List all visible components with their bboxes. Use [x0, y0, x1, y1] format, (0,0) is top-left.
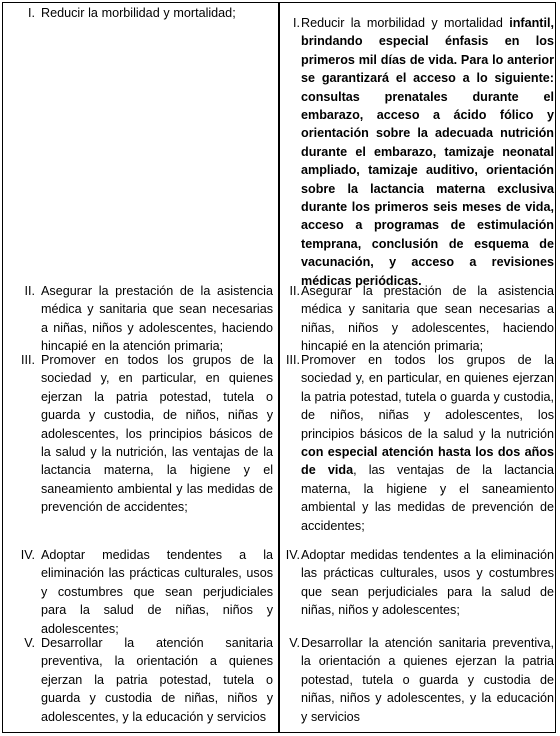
item-number: IV. — [285, 548, 300, 562]
item-number: V. — [289, 636, 300, 650]
item-number: II. — [289, 284, 300, 298]
item-number: I. — [28, 6, 35, 20]
right-item-iv — [282, 546, 554, 620]
right-item-v — [282, 634, 554, 726]
comparison-table — [2, 2, 556, 733]
right-item-i — [282, 14, 554, 290]
item-text: Reducir la morbilidad y mortalidad; — [41, 6, 236, 20]
item-text — [301, 351, 554, 535]
item-text: Promover en todos los grupos de la sociedad y, en particular, en quienes ejerzan la patria potestad, tutela o guarda y custodia, de niños, niñas y adolescentes, los principios básicos de la salud y la nutrición, las ventajas de la lactancia materna, la higiene y el saneamiento ambiental y las medidas de prevención de accidentes; — [41, 353, 273, 515]
item-number: II. — [24, 284, 35, 298]
item-number: III. — [21, 353, 35, 367]
item-text-plain-2: , las ventajas de la lactancia materna, la higiene y el saneamiento ambiental y las medidas de prevención de accidentes; — [301, 463, 554, 533]
item-text: Adoptar medidas tendentes a la eliminación las prácticas culturales, usos y costumbres que sean perjudiciales para la salud de niñas, niños y adolescentes; — [301, 548, 554, 618]
item-text: Asegurar la prestación de la asistencia médica y sanitaria que sean necesarias a niñas, niños y adolescentes, haciendo hincapié en la atención primaria; — [41, 284, 273, 354]
left-item-iii — [3, 351, 273, 517]
column-divider — [278, 3, 280, 732]
right-item-ii — [282, 282, 554, 356]
item-text-plain: Reducir la morbilidad y mortalidad — [301, 16, 510, 30]
item-text-added: con especial atención hasta los dos años de vida — [301, 445, 554, 478]
item-number: I. — [293, 16, 300, 30]
item-text-added: infantil, brindando especial énfasis en los primeros mil días de vida. Para lo anterior se garantizará el acceso a lo siguiente: consultas prenatales durante el embarazo, acceso a ácido fólico y orientación sobre la adecuada nutrición durante el embarazo, tamizaje neonatal ampliado, tamizaje auditivo, orientación sobre la lactancia materna exclusiva durante los primeros seis meses de vida, acceso a programas de estimulación temprana, conclusión de esquema de vacunación, y acceso a revisiones médicas periódicas. — [301, 16, 554, 288]
left-item-ii — [3, 282, 273, 356]
left-item-iv — [3, 546, 273, 638]
item-text-plain: Promover en todos los grupos de la sociedad y, en particular, en quienes ejerzan la patria potestad, tutela o guarda y custodia, de niños, niñas y adolescentes, los principios básicos de la salud y la nutrición — [301, 353, 554, 441]
item-text: Desarrollar la atención sanitaria preventiva, la orientación a quienes ejerzan la patria potestad, tutela o guarda y custodia de niñas, niños y adolescentes, y la educación y servicios — [41, 636, 273, 724]
item-text: Asegurar la prestación de la asistencia médica y sanitaria que sean necesarias a niñas, niños y adolescentes, haciendo hincapié en la atención primaria; — [301, 284, 554, 354]
left-item-v — [3, 634, 273, 726]
item-text: Adoptar medidas tendentes a la eliminación las prácticas culturales, usos y costumbres que sean perjudiciales para la salud de niñas, niños y adolescentes; — [41, 548, 273, 636]
item-text — [301, 14, 554, 290]
left-item-i — [3, 4, 273, 22]
right-item-iii — [282, 351, 554, 535]
item-number: III. — [286, 353, 300, 367]
item-number: IV. — [20, 548, 35, 562]
item-text: Desarrollar la atención sanitaria preventiva, la orientación a quienes ejerzan la patria potestad, tutela o guarda y custodia de niñas, niños y adolescentes, y la educación y servicios — [301, 636, 554, 724]
item-number: V. — [24, 636, 35, 650]
